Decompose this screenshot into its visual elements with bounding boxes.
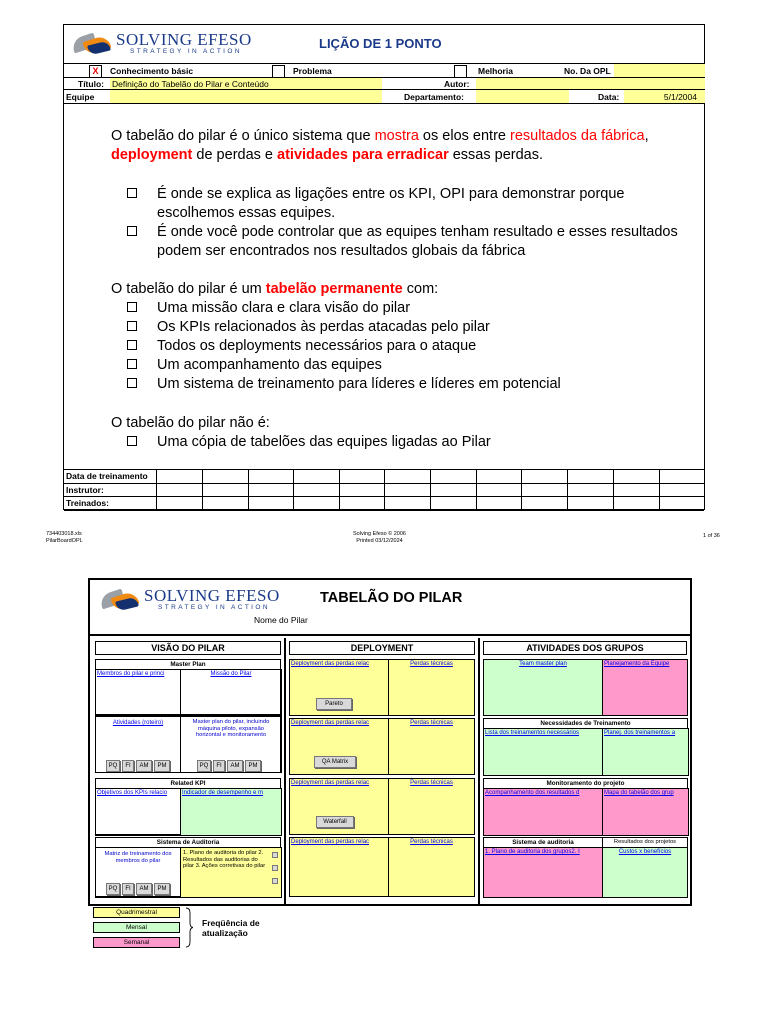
- list-item-text: Um sistema de treinamento para líderes e líderes em potencial: [157, 376, 561, 392]
- list-item: [127, 433, 687, 452]
- opl-header: [64, 25, 704, 64]
- pm-button[interactable]: PM: [154, 760, 170, 772]
- intro-text-2: os elos entre: [418, 128, 510, 144]
- legend-label-line-2: atualização: [202, 928, 248, 938]
- results-tracking-link[interactable]: Acompanhamento dos resultados d: [485, 790, 580, 796]
- team-label: Equipe: [66, 91, 95, 102]
- activities-block: [95, 716, 281, 773]
- intro-text-1: O tabelão do pilar é o único sistema que: [111, 128, 375, 144]
- deployment-cell: [289, 718, 389, 775]
- groups-title: ATIVIDADES DOS GRUPOS: [483, 641, 687, 655]
- logo-brand: SOLVING EFESO: [144, 585, 280, 605]
- legend-label-line-1: Freqüência de: [202, 918, 260, 928]
- technical-losses-link[interactable]: Perdas técnicas: [410, 661, 453, 667]
- audit-plan-checkbox[interactable]: [272, 852, 278, 858]
- intro-paragraph: [111, 127, 701, 165]
- author-label: Autor:: [444, 78, 470, 89]
- logo-mark-icon: [72, 30, 112, 56]
- mission-cell: [180, 669, 282, 716]
- pareto-button[interactable]: Pareto: [316, 698, 352, 710]
- pq-button[interactable]: PQ: [106, 760, 120, 772]
- intro-highlight-activities: atividades para erradicar: [277, 147, 449, 163]
- intro-comma: ,: [644, 128, 649, 144]
- pq-button[interactable]: PQ: [106, 883, 120, 895]
- list-item-text: Uma missão clara e clara visão do pilar: [157, 300, 411, 316]
- logo-tagline: STRATEGY IN ACTION: [130, 47, 242, 55]
- department-field[interactable]: [476, 90, 569, 103]
- legend-monthly: Mensal: [93, 922, 180, 933]
- team-master-plan-cell: [483, 659, 603, 716]
- groups-board-map-cell: [602, 788, 689, 836]
- legend-label: [202, 918, 260, 938]
- permanent-text-2: com:: [402, 281, 439, 297]
- opl-title-row: [64, 78, 704, 90]
- group-audit-block: [483, 837, 603, 897]
- opl-number-field[interactable]: [614, 64, 705, 77]
- problem-checkbox[interactable]: [272, 65, 285, 78]
- checkbox-bullet-icon: [127, 436, 137, 446]
- title-label: Título:: [78, 78, 104, 89]
- team-field[interactable]: [110, 90, 382, 103]
- am-button[interactable]: AM: [227, 760, 243, 772]
- deployment-cell: [289, 659, 389, 716]
- intro-text-4: essas perdas.: [448, 147, 544, 163]
- project-results-block: [602, 837, 688, 897]
- copyright-line-1: Solving Efeso © 2006: [353, 531, 406, 537]
- list-item: [127, 375, 687, 394]
- deployment-losses-link[interactable]: Deployment das perdas relac: [291, 780, 370, 786]
- author-field[interactable]: [476, 78, 705, 89]
- list-item: [127, 299, 687, 318]
- training-plan-cell: [602, 728, 689, 776]
- bullet-kpi-line-1: É onde se explica as ligações entre os KPI, OPI para demonstrar porque: [157, 186, 625, 202]
- opl-content: [64, 105, 704, 468]
- opl-sheet: [63, 24, 705, 510]
- master-plan-block: [95, 659, 281, 715]
- deployment-losses-link[interactable]: Deployment das perdas relac: [291, 661, 370, 667]
- bullet-control-line-2: podem ser encontrados nos resultados globais da fábrica: [157, 243, 526, 259]
- checkbox-bullet-icon: [127, 302, 137, 312]
- logo-tagline: STRATEGY IN ACTION: [158, 603, 270, 611]
- brace-icon: [185, 907, 193, 948]
- pm-button[interactable]: PM: [245, 760, 261, 772]
- checkbox-bullet-icon: [127, 321, 137, 331]
- cost-benefit-link[interactable]: Custos x benefícios: [618, 849, 672, 855]
- vision-column: [92, 638, 284, 904]
- group-audit-cell: [483, 847, 603, 898]
- waterfall-button[interactable]: Waterfall: [316, 816, 354, 828]
- board-title: TABELÃO DO PILAR: [320, 590, 463, 606]
- am-button[interactable]: AM: [136, 883, 152, 895]
- pillar-board: [88, 578, 692, 906]
- bullet-kpi-links: [127, 185, 702, 223]
- list-item-text: Todos os deployments necessários para o ataque: [157, 338, 477, 354]
- logo-brand: SOLVING EFESO: [116, 29, 252, 49]
- group-audit-link[interactable]: 1. Plano de auditoria dos grupos2. I: [485, 849, 580, 855]
- technical-losses-link[interactable]: Perdas técnicas: [410, 780, 453, 786]
- deployment-cell: [289, 837, 389, 897]
- related-kpi-block: [95, 778, 281, 835]
- team-planning-cell: [602, 659, 688, 716]
- checkbox-bullet-icon: [127, 359, 137, 369]
- training-plan-link[interactable]: Planej. dos treinamentos a: [604, 730, 676, 736]
- copyright: [353, 531, 406, 545]
- list-item: [127, 337, 687, 356]
- opl-team-row: [64, 90, 704, 104]
- opl-number-label: No. Da OPL: [564, 65, 611, 76]
- date-label: Data:: [598, 91, 620, 102]
- cost-benefit-cell: [602, 847, 688, 898]
- board-header: [90, 580, 690, 636]
- list-item-text: Os KPIs relacionados às perdas atacadas pelo pilar: [157, 319, 490, 335]
- qa-matrix-button[interactable]: QA Matrix: [314, 756, 356, 768]
- deployment-losses-link[interactable]: Deployment das perdas relac: [291, 839, 370, 845]
- opl-type-row: [64, 64, 704, 78]
- project-monitoring-heading: Monitoramento do projeto: [546, 780, 625, 787]
- solving-efeso-logo: [72, 30, 252, 56]
- training-date-label: Data de treinamento: [66, 471, 148, 481]
- improvement-label: Melhoria: [478, 65, 513, 76]
- fi-button[interactable]: FI: [122, 760, 134, 772]
- team-planning-link[interactable]: Planejamento da Equipe: [604, 661, 670, 667]
- technical-losses-cell: [388, 718, 475, 775]
- basic-knowledge-checkbox[interactable]: X: [89, 65, 102, 78]
- file-name: [46, 531, 83, 545]
- deployment-losses-link[interactable]: Deployment das perdas relac: [291, 720, 370, 726]
- permanent-highlight: tabelão permanente: [265, 281, 403, 297]
- team-master-plan-link[interactable]: Team master plan: [519, 661, 567, 667]
- bullet-control-line-1: É onde você pode controlar que as equipes tenham resultado e esses resultados: [157, 224, 678, 240]
- fi-button[interactable]: FI: [122, 883, 134, 895]
- not-board-paragraph: O tabelão do pilar não é:: [111, 415, 270, 431]
- department-label: Departamento:: [404, 91, 464, 102]
- deployment-cell: [289, 778, 389, 835]
- list-item-text: Um acompanhamento das equipes: [157, 357, 382, 373]
- mission-link[interactable]: Missão do Pilar: [210, 671, 252, 677]
- intro-highlight-results: resultados da fábrica: [509, 128, 645, 144]
- logo-mark-icon: [100, 586, 140, 612]
- page-number: 1 of 36: [703, 533, 720, 539]
- training-list-link[interactable]: Lista dos treinamentos necessários: [485, 730, 580, 736]
- members-cell: [95, 669, 181, 716]
- checkbox-bullet-icon: [127, 378, 137, 388]
- opl-title: LIÇÃO DE 1 PONTO: [319, 36, 442, 51]
- technical-losses-link[interactable]: Perdas técnicas: [410, 839, 453, 845]
- project-monitoring-block: [483, 778, 688, 835]
- activities-link[interactable]: Atividades (roteiro): [112, 720, 164, 726]
- master-plan-heading: Master Plan: [170, 661, 206, 668]
- results-tracking-cell: [483, 788, 603, 836]
- group-audit-heading: Sistema de auditoria: [512, 839, 574, 846]
- legend-quarterly: Quadrimestral: [93, 907, 180, 918]
- related-kpi-heading: Related KPI: [170, 780, 206, 787]
- training-matrix-text[interactable]: Matriz de treinamento dos membros do pilar: [104, 851, 172, 864]
- file-name-line-2: PilarBoardOPL: [46, 538, 83, 544]
- training-matrix-cell: [95, 847, 181, 898]
- basic-knowledge-label: Conhecimento básic: [110, 65, 194, 76]
- training-record-table: [64, 469, 704, 510]
- problem-label: Problema: [293, 65, 332, 76]
- date-field[interactable]: 5/1/2004: [624, 90, 705, 103]
- technical-losses-link[interactable]: Perdas técnicas: [410, 720, 453, 726]
- checkbox-bullet-icon: [127, 340, 137, 350]
- performance-indicator-cell: [180, 788, 282, 836]
- intro-highlight-show: mostra: [374, 128, 419, 144]
- bullet-kpi-line-2: escolhemos essas equipes.: [157, 205, 336, 221]
- title-field[interactable]: Definição do Tabelão do Pilar e Conteúdo: [110, 78, 382, 89]
- technical-losses-cell: [388, 778, 475, 835]
- list-item: [127, 356, 687, 375]
- deployment-column: [286, 638, 478, 904]
- technical-losses-cell: [388, 659, 475, 716]
- pq-button[interactable]: PQ: [197, 760, 211, 772]
- solving-efeso-logo: [100, 586, 280, 612]
- list-item-text: Uma cópia de tabelões das equipes ligadas ao Pilar: [157, 434, 491, 450]
- members-link[interactable]: Membros do pilar e princi: [97, 671, 165, 677]
- checkbox-bullet-icon: [127, 188, 137, 198]
- permanent-board-paragraph: [111, 280, 438, 299]
- groups-board-map-link[interactable]: Mapa do tabelão dos grup: [604, 790, 674, 796]
- master-plan-description: Master plan do pilar, incluindo máquina piloto, expansão horizontal e monitoramento: [192, 719, 270, 739]
- project-results-heading: Resultados dos projetos: [613, 839, 677, 845]
- pillar-audit-cell: [180, 847, 282, 898]
- audit-system-block: [95, 837, 281, 897]
- intro-highlight-deployment: deployment: [111, 147, 193, 163]
- intro-text-3: de perdas e: [192, 147, 278, 163]
- vision-title: VISÃO DO PILAR: [95, 641, 281, 655]
- performance-indicator-link[interactable]: Indicador de desempenho e m: [182, 790, 264, 796]
- activities-cell: [95, 716, 181, 773]
- legend-weekly: Semanal: [93, 937, 180, 948]
- bullet-team-control: [127, 223, 702, 261]
- kpi-objectives-cell: [95, 788, 181, 836]
- audit-system-heading: Sistema de Auditoria: [156, 839, 220, 846]
- pillar-name-label: Nome do Pilar: [254, 615, 308, 625]
- training-needs-heading: Necessidades de Treinamento: [540, 720, 631, 727]
- checkbox-bullet-icon: [127, 226, 137, 236]
- master-plan-cell: [180, 716, 282, 773]
- pm-button[interactable]: PM: [154, 883, 170, 895]
- fi-button[interactable]: FI: [213, 760, 225, 772]
- pillar-audit-list: 1. Plano de auditoria do pilar 2. Resultados das auditorias do pilar 3. Ações corretivas do pilar: [183, 850, 266, 870]
- instructor-label: Instrutor:: [66, 484, 104, 495]
- deployment-title: DEPLOYMENT: [289, 641, 475, 655]
- training-needs-block: [483, 718, 688, 775]
- corrective-actions-checkbox[interactable]: [272, 878, 278, 884]
- audit-results-checkbox[interactable]: [272, 865, 278, 871]
- improvement-checkbox[interactable]: [454, 65, 467, 78]
- permanent-text-1: O tabelão do pilar é um: [111, 281, 266, 297]
- list-item: [127, 318, 687, 337]
- trained-label: Treinados:: [66, 498, 109, 509]
- kpi-objectives-link[interactable]: Objetivos dos KPIs relacio: [97, 790, 168, 796]
- print-date: Printed 03/12/2024: [356, 538, 403, 544]
- groups-column: [480, 638, 690, 904]
- file-name-line-1: 734403018.xls: [46, 531, 82, 537]
- technical-losses-cell: [388, 837, 475, 897]
- training-list-cell: [483, 728, 603, 776]
- am-button[interactable]: AM: [136, 760, 152, 772]
